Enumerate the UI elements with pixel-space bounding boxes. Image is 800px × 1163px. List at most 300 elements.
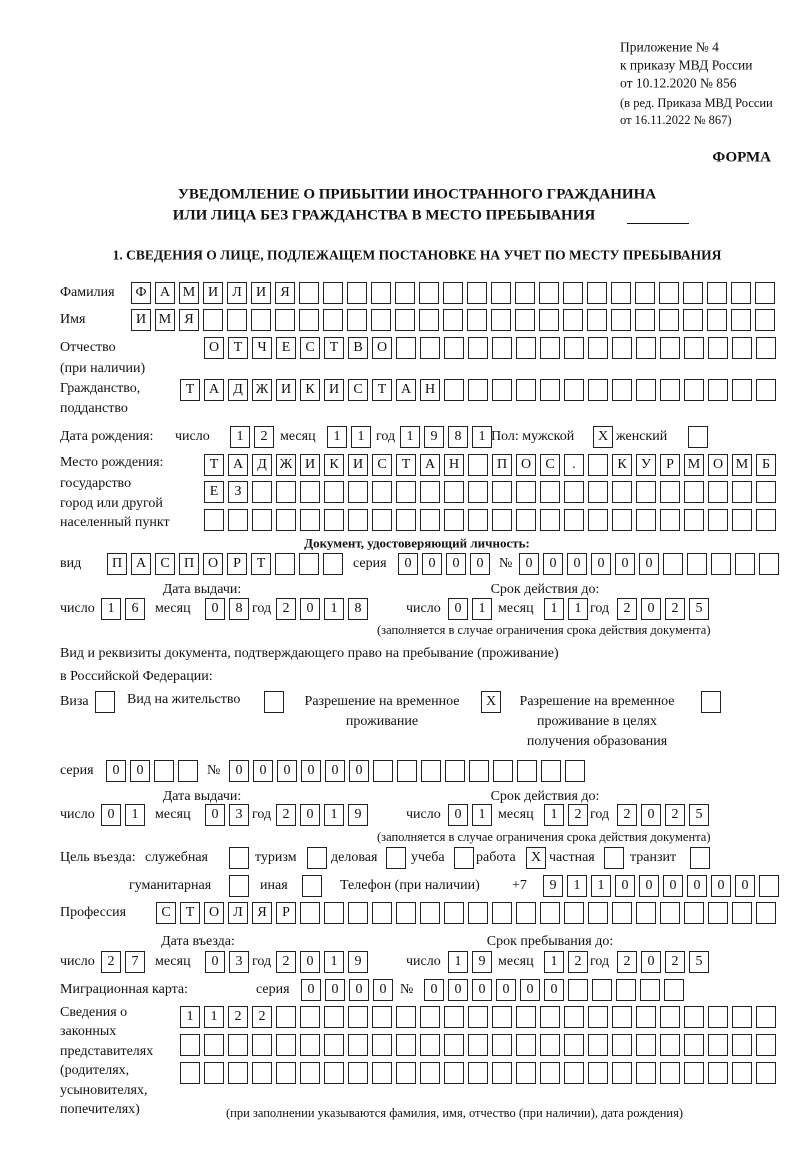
char-box[interactable]: [491, 309, 511, 331]
char-box[interactable]: И: [251, 282, 271, 304]
char-box[interactable]: Ж: [252, 379, 272, 401]
char-box[interactable]: Т: [180, 379, 200, 401]
year-field[interactable]: [276, 598, 368, 620]
char-box[interactable]: [565, 760, 585, 782]
char-box[interactable]: Т: [372, 379, 392, 401]
char-box[interactable]: [612, 1034, 632, 1056]
char-box[interactable]: [443, 282, 463, 304]
checkbox[interactable]: X: [481, 691, 501, 713]
char-box[interactable]: [347, 282, 367, 304]
char-box[interactable]: О: [372, 337, 392, 359]
char-box[interactable]: [348, 509, 368, 531]
char-box[interactable]: 2: [617, 598, 637, 620]
char-box[interactable]: [516, 1034, 536, 1056]
char-box[interactable]: С: [348, 379, 368, 401]
char-box[interactable]: [492, 1062, 512, 1084]
checkbox[interactable]: [454, 847, 474, 869]
char-box[interactable]: К: [324, 454, 344, 476]
char-box[interactable]: 0: [253, 760, 273, 782]
char-box[interactable]: [540, 1006, 560, 1028]
checkbox[interactable]: [701, 691, 721, 713]
char-box[interactable]: [252, 481, 272, 503]
char-box[interactable]: [588, 379, 608, 401]
char-box[interactable]: 0: [229, 760, 249, 782]
char-box[interactable]: О: [204, 337, 224, 359]
char-box[interactable]: [588, 1062, 608, 1084]
char-box[interactable]: 1: [324, 804, 344, 826]
checkbox[interactable]: [229, 847, 249, 869]
birthplace-field-line1[interactable]: [204, 454, 776, 476]
char-box[interactable]: [708, 1062, 728, 1084]
day-field[interactable]: [448, 951, 492, 973]
char-box[interactable]: [396, 481, 416, 503]
char-box[interactable]: [419, 309, 439, 331]
char-box[interactable]: Т: [396, 454, 416, 476]
char-box[interactable]: 0: [496, 979, 516, 1001]
representatives-field-line1[interactable]: [180, 1006, 776, 1028]
char-box[interactable]: 0: [325, 979, 345, 1001]
char-box[interactable]: [443, 309, 463, 331]
char-box[interactable]: [755, 282, 775, 304]
char-box[interactable]: 0: [663, 875, 683, 897]
migration-card-series-field[interactable]: [301, 979, 393, 1001]
char-box[interactable]: 0: [687, 875, 707, 897]
birth-day-field[interactable]: [230, 426, 274, 448]
char-box[interactable]: 0: [349, 979, 369, 1001]
char-box[interactable]: [228, 509, 248, 531]
char-box[interactable]: 8: [448, 426, 468, 448]
char-box[interactable]: Е: [276, 337, 296, 359]
char-box[interactable]: Ф: [131, 282, 151, 304]
char-box[interactable]: [660, 902, 680, 924]
char-box[interactable]: [324, 509, 344, 531]
char-box[interactable]: [660, 509, 680, 531]
char-box[interactable]: А: [420, 454, 440, 476]
char-box[interactable]: [299, 282, 319, 304]
char-box[interactable]: [420, 1034, 440, 1056]
char-box[interactable]: 1: [101, 598, 121, 620]
char-box[interactable]: [516, 902, 536, 924]
char-box[interactable]: [756, 1062, 776, 1084]
char-box[interactable]: [469, 760, 489, 782]
char-box[interactable]: [372, 1062, 392, 1084]
char-box[interactable]: Р: [227, 553, 247, 575]
char-box[interactable]: [372, 1034, 392, 1056]
char-box[interactable]: [299, 309, 319, 331]
char-box[interactable]: [612, 509, 632, 531]
purpose-humanitarian-checkbox[interactable]: [229, 875, 249, 897]
char-box[interactable]: [564, 1062, 584, 1084]
char-box[interactable]: 5: [689, 804, 709, 826]
char-box[interactable]: [204, 1034, 224, 1056]
char-box[interactable]: [324, 1062, 344, 1084]
checkbox[interactable]: X: [526, 847, 546, 869]
char-box[interactable]: 0: [735, 875, 755, 897]
char-box[interactable]: 0: [424, 979, 444, 1001]
char-box[interactable]: [540, 337, 560, 359]
char-box[interactable]: [468, 902, 488, 924]
char-box[interactable]: П: [492, 454, 512, 476]
month-field[interactable]: [544, 598, 588, 620]
char-box[interactable]: О: [204, 902, 224, 924]
char-box[interactable]: Д: [252, 454, 272, 476]
char-box[interactable]: 0: [205, 804, 225, 826]
char-box[interactable]: [467, 309, 487, 331]
char-box[interactable]: [373, 760, 393, 782]
char-box[interactable]: [756, 1006, 776, 1028]
char-box[interactable]: 8: [229, 598, 249, 620]
char-box[interactable]: [468, 1062, 488, 1084]
char-box[interactable]: Н: [444, 454, 464, 476]
char-box[interactable]: [468, 337, 488, 359]
day-field[interactable]: [448, 598, 492, 620]
char-box[interactable]: [660, 337, 680, 359]
visa-checkbox[interactable]: [95, 691, 115, 713]
char-box[interactable]: [396, 1062, 416, 1084]
char-box[interactable]: [684, 1006, 704, 1028]
char-box[interactable]: [396, 509, 416, 531]
char-box[interactable]: [516, 1062, 536, 1084]
char-box[interactable]: [588, 902, 608, 924]
char-box[interactable]: [444, 379, 464, 401]
char-box[interactable]: [516, 337, 536, 359]
char-box[interactable]: 2: [665, 951, 685, 973]
char-box[interactable]: 2: [568, 804, 588, 826]
char-box[interactable]: [492, 509, 512, 531]
char-box[interactable]: [372, 509, 392, 531]
char-box[interactable]: 9: [472, 951, 492, 973]
birthplace-field-line2[interactable]: [204, 481, 776, 503]
residence-permit-checkbox[interactable]: [264, 691, 284, 713]
char-box[interactable]: [467, 282, 487, 304]
char-box[interactable]: [540, 902, 560, 924]
char-box[interactable]: [444, 509, 464, 531]
purpose-business-checkbox[interactable]: [386, 847, 406, 869]
char-box[interactable]: 6: [125, 598, 145, 620]
char-box[interactable]: 2: [568, 951, 588, 973]
char-box[interactable]: [664, 979, 684, 1001]
char-box[interactable]: [421, 760, 441, 782]
char-box[interactable]: [468, 481, 488, 503]
char-box[interactable]: [756, 379, 776, 401]
char-box[interactable]: Р: [276, 902, 296, 924]
char-box[interactable]: 7: [125, 951, 145, 973]
char-box[interactable]: [756, 481, 776, 503]
year-field[interactable]: [617, 804, 709, 826]
char-box[interactable]: [154, 760, 174, 782]
checkbox[interactable]: [264, 691, 284, 713]
char-box[interactable]: 0: [398, 553, 418, 575]
char-box[interactable]: 0: [301, 760, 321, 782]
document-number-field[interactable]: [519, 553, 779, 575]
year-field[interactable]: [617, 951, 709, 973]
char-box[interactable]: [612, 1062, 632, 1084]
char-box[interactable]: 0: [472, 979, 492, 1001]
representatives-field-line3[interactable]: [180, 1062, 776, 1084]
char-box[interactable]: [636, 337, 656, 359]
char-box[interactable]: 0: [519, 553, 539, 575]
profession-field[interactable]: [156, 902, 776, 924]
char-box[interactable]: 2: [617, 951, 637, 973]
char-box[interactable]: [492, 481, 512, 503]
char-box[interactable]: [587, 282, 607, 304]
char-box[interactable]: Б: [756, 454, 776, 476]
char-box[interactable]: 0: [591, 553, 611, 575]
char-box[interactable]: 1: [567, 875, 587, 897]
char-box[interactable]: [517, 760, 537, 782]
char-box[interactable]: [612, 337, 632, 359]
char-box[interactable]: [684, 379, 704, 401]
char-box[interactable]: 1: [472, 598, 492, 620]
char-box[interactable]: [468, 509, 488, 531]
char-box[interactable]: [687, 553, 707, 575]
char-box[interactable]: [564, 902, 584, 924]
char-box[interactable]: [684, 337, 704, 359]
char-box[interactable]: [300, 1034, 320, 1056]
char-box[interactable]: У: [636, 454, 656, 476]
char-box[interactable]: [276, 481, 296, 503]
char-box[interactable]: Т: [228, 337, 248, 359]
residence-number-field[interactable]: [229, 760, 585, 782]
char-box[interactable]: [684, 481, 704, 503]
purpose-other-checkbox[interactable]: [302, 875, 322, 897]
char-box[interactable]: 2: [276, 804, 296, 826]
month-field[interactable]: [205, 951, 249, 973]
char-box[interactable]: [731, 282, 751, 304]
char-box[interactable]: [587, 309, 607, 331]
char-box[interactable]: [735, 553, 755, 575]
char-box[interactable]: [275, 309, 295, 331]
char-box[interactable]: [395, 309, 415, 331]
char-box[interactable]: 1: [591, 875, 611, 897]
char-box[interactable]: [372, 481, 392, 503]
char-box[interactable]: [396, 1034, 416, 1056]
char-box[interactable]: М: [179, 282, 199, 304]
char-box[interactable]: 0: [448, 598, 468, 620]
char-box[interactable]: [732, 509, 752, 531]
char-box[interactable]: [611, 309, 631, 331]
char-box[interactable]: [324, 481, 344, 503]
char-box[interactable]: 1: [324, 598, 344, 620]
char-box[interactable]: [324, 902, 344, 924]
char-box[interactable]: [420, 509, 440, 531]
char-box[interactable]: 0: [300, 598, 320, 620]
document-series-field[interactable]: [398, 553, 490, 575]
char-box[interactable]: С: [156, 902, 176, 924]
char-box[interactable]: [491, 282, 511, 304]
arrival-place-blank[interactable]: [627, 223, 689, 224]
char-box[interactable]: О: [516, 454, 536, 476]
char-box[interactable]: [588, 337, 608, 359]
char-box[interactable]: [540, 1062, 560, 1084]
char-box[interactable]: 0: [711, 875, 731, 897]
char-box[interactable]: [708, 509, 728, 531]
char-box[interactable]: 0: [205, 951, 225, 973]
char-box[interactable]: О: [203, 553, 223, 575]
citizenship-field[interactable]: [180, 379, 776, 401]
char-box[interactable]: [564, 379, 584, 401]
char-box[interactable]: [539, 309, 559, 331]
char-box[interactable]: [636, 481, 656, 503]
char-box[interactable]: [468, 454, 488, 476]
char-box[interactable]: [228, 1034, 248, 1056]
char-box[interactable]: [371, 309, 391, 331]
checkbox[interactable]: [604, 847, 624, 869]
char-box[interactable]: [708, 1006, 728, 1028]
patronymic-field[interactable]: [204, 337, 776, 359]
char-box[interactable]: 9: [543, 875, 563, 897]
char-box[interactable]: [252, 509, 272, 531]
char-box[interactable]: 1: [125, 804, 145, 826]
char-box[interactable]: [684, 509, 704, 531]
char-box[interactable]: [396, 902, 416, 924]
char-box[interactable]: 2: [254, 426, 274, 448]
char-box[interactable]: [395, 282, 415, 304]
char-box[interactable]: [636, 509, 656, 531]
char-box[interactable]: [756, 509, 776, 531]
char-box[interactable]: [564, 1006, 584, 1028]
char-box[interactable]: Т: [324, 337, 344, 359]
char-box[interactable]: [660, 1006, 680, 1028]
char-box[interactable]: 0: [300, 804, 320, 826]
char-box[interactable]: [588, 509, 608, 531]
char-box[interactable]: М: [732, 454, 752, 476]
char-box[interactable]: А: [155, 282, 175, 304]
char-box[interactable]: [592, 979, 612, 1001]
char-box[interactable]: [708, 1034, 728, 1056]
char-box[interactable]: [659, 309, 679, 331]
char-box[interactable]: [568, 979, 588, 1001]
char-box[interactable]: [397, 760, 417, 782]
char-box[interactable]: 1: [472, 804, 492, 826]
char-box[interactable]: [588, 454, 608, 476]
char-box[interactable]: 0: [615, 875, 635, 897]
char-box[interactable]: 0: [101, 804, 121, 826]
migration-card-number-field[interactable]: [424, 979, 684, 1001]
char-box[interactable]: Ж: [276, 454, 296, 476]
char-box[interactable]: [588, 1006, 608, 1028]
char-box[interactable]: 2: [252, 1006, 272, 1028]
char-box[interactable]: [540, 1034, 560, 1056]
char-box[interactable]: [444, 481, 464, 503]
char-box[interactable]: [300, 509, 320, 531]
char-box[interactable]: [445, 760, 465, 782]
purpose-private-checkbox[interactable]: [604, 847, 624, 869]
char-box[interactable]: 0: [301, 979, 321, 1001]
char-box[interactable]: 1: [544, 951, 564, 973]
char-box[interactable]: [323, 553, 343, 575]
char-box[interactable]: Л: [228, 902, 248, 924]
char-box[interactable]: Т: [204, 454, 224, 476]
char-box[interactable]: [299, 553, 319, 575]
char-box[interactable]: [203, 309, 223, 331]
char-box[interactable]: 1: [544, 598, 564, 620]
char-box[interactable]: [252, 1062, 272, 1084]
char-box[interactable]: 1: [568, 598, 588, 620]
char-box[interactable]: [493, 760, 513, 782]
char-box[interactable]: 1: [204, 1006, 224, 1028]
char-box[interactable]: [420, 902, 440, 924]
char-box[interactable]: 8: [348, 598, 368, 620]
char-box[interactable]: .: [564, 454, 584, 476]
char-box[interactable]: [612, 379, 632, 401]
purpose-transit-checkbox[interactable]: [690, 847, 710, 869]
char-box[interactable]: [660, 1034, 680, 1056]
char-box[interactable]: [659, 282, 679, 304]
char-box[interactable]: 0: [448, 979, 468, 1001]
char-box[interactable]: [616, 979, 636, 1001]
char-box[interactable]: 0: [639, 553, 659, 575]
char-box[interactable]: 2: [228, 1006, 248, 1028]
char-box[interactable]: П: [179, 553, 199, 575]
char-box[interactable]: [663, 553, 683, 575]
char-box[interactable]: 2: [665, 804, 685, 826]
char-box[interactable]: С: [372, 454, 392, 476]
char-box[interactable]: [444, 1062, 464, 1084]
char-box[interactable]: [636, 1034, 656, 1056]
char-box[interactable]: [708, 337, 728, 359]
char-box[interactable]: [396, 1006, 416, 1028]
char-box[interactable]: [204, 1062, 224, 1084]
char-box[interactable]: 0: [349, 760, 369, 782]
char-box[interactable]: [444, 1034, 464, 1056]
char-box[interactable]: [347, 309, 367, 331]
char-box[interactable]: 0: [448, 804, 468, 826]
char-box[interactable]: 1: [327, 426, 347, 448]
char-box[interactable]: [444, 902, 464, 924]
char-box[interactable]: [732, 1006, 752, 1028]
char-box[interactable]: [396, 337, 416, 359]
document-type-field[interactable]: [107, 553, 343, 575]
char-box[interactable]: [564, 509, 584, 531]
char-box[interactable]: 0: [543, 553, 563, 575]
birth-month-field[interactable]: [327, 426, 371, 448]
char-box[interactable]: [252, 1034, 272, 1056]
char-box[interactable]: 2: [276, 951, 296, 973]
char-box[interactable]: К: [300, 379, 320, 401]
char-box[interactable]: [420, 1006, 440, 1028]
char-box[interactable]: 2: [665, 598, 685, 620]
char-box[interactable]: [660, 481, 680, 503]
char-box[interactable]: 0: [130, 760, 150, 782]
char-box[interactable]: [636, 379, 656, 401]
char-box[interactable]: 0: [300, 951, 320, 973]
char-box[interactable]: [492, 337, 512, 359]
checkbox[interactable]: [229, 875, 249, 897]
char-box[interactable]: 9: [348, 951, 368, 973]
month-field[interactable]: [205, 598, 249, 620]
char-box[interactable]: 1: [448, 951, 468, 973]
char-box[interactable]: [324, 1034, 344, 1056]
char-box[interactable]: [492, 1006, 512, 1028]
char-box[interactable]: И: [276, 379, 296, 401]
char-box[interactable]: [636, 1062, 656, 1084]
char-box[interactable]: [251, 309, 271, 331]
char-box[interactable]: [684, 1034, 704, 1056]
char-box[interactable]: [420, 481, 440, 503]
char-box[interactable]: [324, 1006, 344, 1028]
month-field[interactable]: [205, 804, 249, 826]
char-box[interactable]: [371, 282, 391, 304]
char-box[interactable]: [300, 1062, 320, 1084]
char-box[interactable]: С: [155, 553, 175, 575]
char-box[interactable]: [759, 553, 779, 575]
char-box[interactable]: [348, 1006, 368, 1028]
char-box[interactable]: Д: [228, 379, 248, 401]
year-field[interactable]: [276, 951, 368, 973]
char-box[interactable]: 5: [689, 951, 709, 973]
char-box[interactable]: [228, 1062, 248, 1084]
